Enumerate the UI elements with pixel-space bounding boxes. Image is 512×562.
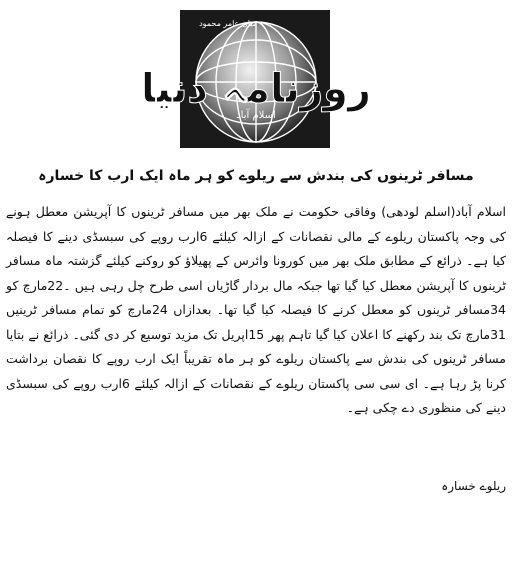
logo-city: اسلام آباد — [236, 110, 276, 121]
article-tags: ریلوے خسارہ — [441, 479, 506, 493]
newspaper-masthead — [141, 10, 371, 148]
logo-title: روزنامہ دنیا — [141, 66, 371, 112]
logo-founder: میاں عامر محمود — [199, 19, 257, 28]
article-body: اسلام آباد(اسلم لودھی) وفاقی حکومت نے ملک بھر میں مسافر ٹرینوں کا آپریشن معطل ہونے کی وجہ پاکستان ریلوے کے مالی نقصانات کے ازالہ کیلئے 6ارب روپے کی سبسڈی دینے کا فیصلہ کیا ہے۔ ذرائع کے مطابق ملک بھر میں کورونا وائرس کے پھیلاؤ کو روکنے کیلئے گزشتہ ماہ مسافر ٹرینوں کا آپریشن معطل کیا گیا تھا جبکہ مال بردار گاڑیاں اسی طرح چل رہی ہیں ۔22مارچ کو 34مسافر ٹرینوں کو معطل کرنے کا فیصلہ کیا گیا تھا۔ بعدازاں 24مارچ کو تمام مسافر ٹرینیں 31مارچ تک بند رکھنے کا اعلان کیا گیا تاہم پھر 15اپریل تک مزید توسیع کر دی گئی۔ ذرائع نے بتایا مسافر ٹرینوں کی بندش سے پاکستان ریلوے کو ہر ماہ تقریباً ایک ارب روپے کا نقصان برداشت کرنا پڑ رہا ہے۔ ای سی سی پاکستان ریلوے کے نقصانات کے ازالہ کیلئے 6ارب روپے کی سبسڈی دینے کی منظوری دے چکی ہے۔ — [6, 204, 506, 415]
article-headline: مسافر ٹرینوں کی بندش سے ریلوے کو ہر ماہ ایک ارب کا خسارہ — [38, 168, 474, 184]
globe-newspaper-logo-icon — [141, 10, 371, 148]
